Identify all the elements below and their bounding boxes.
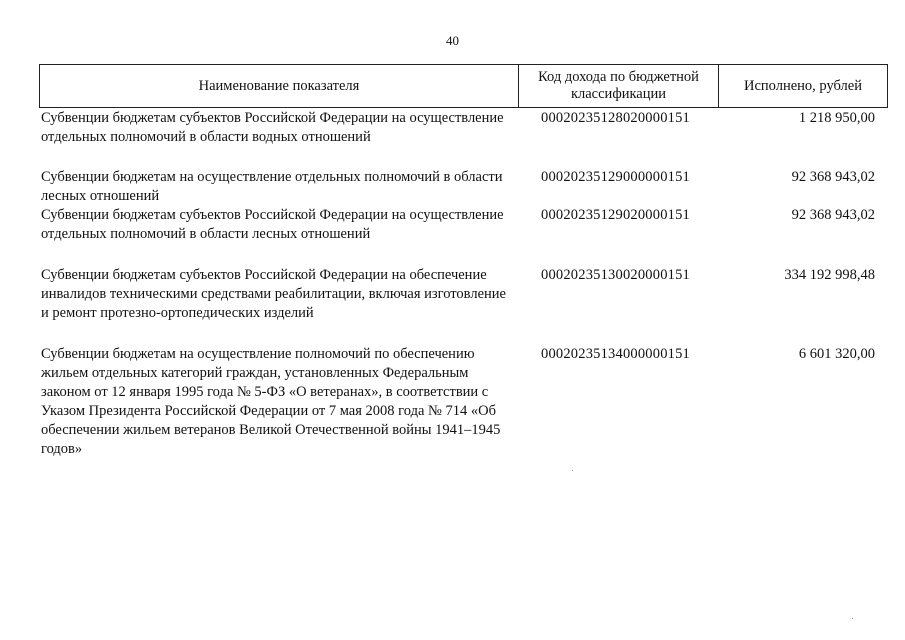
header-code: Код дохода по бюджетной классификации	[519, 65, 719, 107]
row-amount: 334 192 998,48	[784, 267, 875, 283]
row-name: Субвенции бюджетам субъектов Российской Федерации на осуществление отдельных полномочий в области водных отношений	[41, 110, 504, 145]
row-code: 00020235134000000151	[541, 346, 690, 362]
row-amount: 1 218 950,00	[798, 110, 875, 126]
scan-speck	[572, 470, 573, 471]
row-code: 00020235129000000151	[541, 169, 690, 185]
row-name: Субвенции бюджетам на осуществление полномочий по обеспечению жильем отдельных категорий граждан, установленных Федеральным законом от 12 января 1995 года № 5-ФЗ «О ветеранах», в соответствии с Указом Президента Российской Федерации от 7 мая 2008 года № 714 «Об обеспечении жильем ветеранов Великой Отечественной войны 1941–1945 годов»	[41, 346, 501, 457]
header-amount: Исполнено, рублей	[744, 77, 862, 94]
row-name: Субвенции бюджетам субъектов Российской Федерации на обеспечение инвалидов техническими средствами реабилитации, включая изготовление и ремонт протезно-ортопедических изделий	[41, 267, 506, 321]
row-name: Субвенции бюджетам на осуществление отдельных полномочий в области лесных отношений	[41, 169, 503, 204]
row-code: 00020235128020000151	[541, 110, 690, 126]
row-name: Субвенции бюджетам субъектов Российской Федерации на осуществление отдельных полномочий в области лесных отношений	[41, 207, 504, 242]
table-header	[39, 64, 888, 108]
page-number: 40	[446, 33, 459, 48]
row-amount: 6 601 320,00	[798, 346, 875, 362]
header-name: Наименование показателя	[40, 65, 519, 107]
row-amount: 92 368 943,02	[791, 169, 875, 185]
row-code: 00020235130020000151	[541, 267, 690, 283]
row-code: 00020235129020000151	[541, 207, 690, 223]
scan-speck	[852, 618, 853, 619]
row-amount: 92 368 943,02	[791, 207, 875, 223]
